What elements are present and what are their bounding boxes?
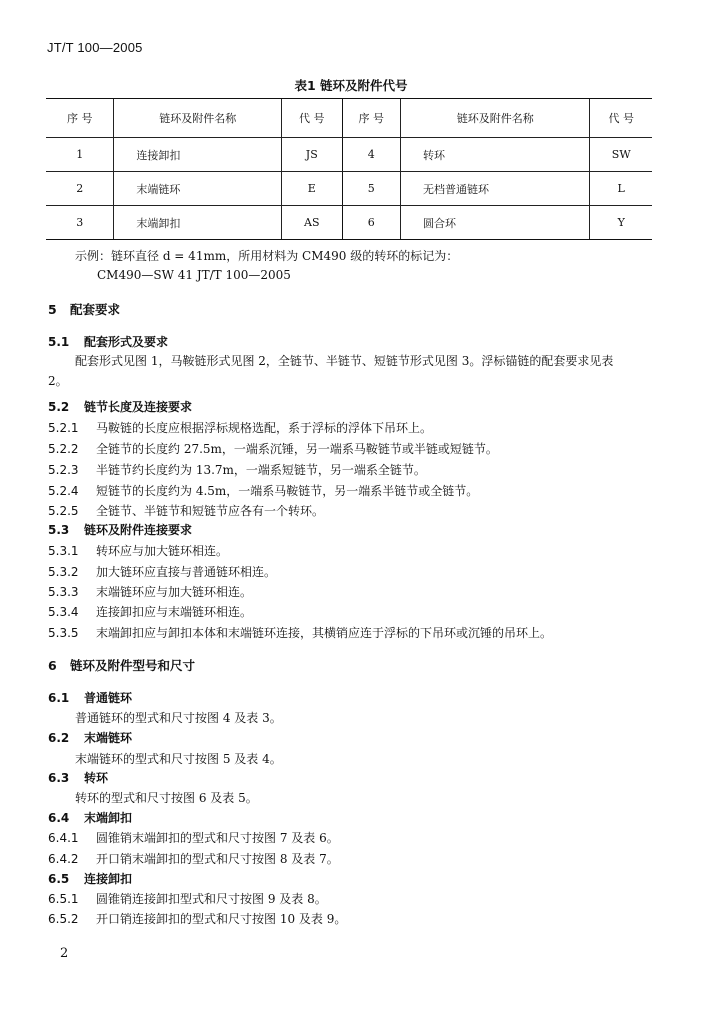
clause-5-3-5: 5.3.5 末端卸扣应与卸扣本体和末端链环连接，其横销应连于浮标的下吊环或沉锤的吊环上。 (48, 626, 553, 640)
table-cell: 4 (342, 138, 401, 172)
table-row (46, 172, 652, 206)
section-5-1-text: 配套形式见图 1，马鞍链形式见图 2，全链节、半链节、短链节形式见图 3。浮标锚链的配套要求见表 (75, 354, 614, 368)
clause-5-2-5: 5.2.5 全链节、半链节和短链节应各有一个转环。 (48, 504, 325, 518)
section-6-2-heading: 6.2 末端链环 (48, 731, 133, 745)
section-6-heading: 6 链环及附件型号和尺寸 (48, 658, 196, 673)
table-row (46, 138, 652, 172)
section-6-2-text: 末端链环的型式和尺寸按图 5 及表 4。 (75, 752, 282, 766)
section-5-heading: 5 配套要求 (48, 302, 121, 317)
header-cell: 链环及附件名称 (114, 99, 282, 138)
example-line-2: CM490—SW 41 JT/T 100—2005 (97, 268, 291, 282)
example-line-1: 示例：链环直径 d = 41mm，所用材料为 CM490 级的转环的标记为： (75, 249, 459, 263)
standard-header: JT/T 100—2005 (47, 40, 143, 55)
clause-6-5-1: 6.5.1 圆锥销连接卸扣型式和尺寸按图 9 及表 8。 (48, 892, 327, 906)
header-cell: 序 号 (46, 99, 114, 138)
section-6-1-heading: 6.1 普通链环 (48, 691, 133, 705)
table-cell: 2 (46, 172, 114, 206)
header-cell: 代 号 (282, 99, 343, 138)
table-cell: 3 (46, 206, 114, 240)
header-cell: 序 号 (342, 99, 401, 138)
clause-6-4-2: 6.4.2 开口销末端卸扣的型式和尺寸按图 8 及表 7。 (48, 852, 339, 866)
clause-5-2-1: 5.2.1 马鞍链的长度应根据浮标规格选配，系于浮标的浮体下吊环上。 (48, 421, 433, 435)
codes-table (46, 98, 652, 240)
table-cell: 转环 (401, 138, 590, 172)
clause-6-5-2: 6.5.2 开口销连接卸扣的型式和尺寸按图 10 及表 9。 (48, 912, 347, 926)
table-cell: 1 (46, 138, 114, 172)
clause-5-3-1: 5.3.1 转环应与加大链环相连。 (48, 544, 229, 558)
table-cell: AS (282, 206, 343, 240)
section-6-1-text: 普通链环的型式和尺寸按图 4 及表 3。 (75, 711, 282, 725)
table-row (46, 206, 652, 240)
table-cell: JS (282, 138, 343, 172)
section-5-1-text-cont: 2。 (48, 374, 68, 388)
section-6-5-heading: 6.5 连接卸扣 (48, 872, 133, 886)
table-cell: 无档普通链环 (401, 172, 590, 206)
table-cell: 末端链环 (114, 172, 282, 206)
table-cell: 连接卸扣 (114, 138, 282, 172)
clause-5-3-3: 5.3.3 末端链环应与加大链环相连。 (48, 585, 253, 599)
table-cell: Y (590, 206, 652, 240)
table-cell: 圆合环 (401, 206, 590, 240)
section-6-3-heading: 6.3 转环 (48, 771, 109, 785)
section-5-2-heading: 5.2 链节长度及连接要求 (48, 400, 193, 414)
table-cell: 末端卸扣 (114, 206, 282, 240)
page-number: 2 (60, 946, 69, 961)
clause-5-2-3: 5.2.3 半链节约长度约为 13.7m，一端系短链节，另一端系全链节。 (48, 463, 426, 477)
header-cell: 链环及附件名称 (401, 99, 590, 138)
clause-5-2-4: 5.2.4 短链节的长度约为 4.5m，一端系马鞍链节，另一端系半链节或全链节。 (48, 484, 479, 498)
table-cell: 6 (342, 206, 401, 240)
section-5-3-heading: 5.3 链环及附件连接要求 (48, 523, 193, 537)
clause-6-4-1: 6.4.1 圆锥销末端卸扣的型式和尺寸按图 7 及表 6。 (48, 831, 339, 845)
header-cell: 代 号 (590, 99, 652, 138)
table-cell: E (282, 172, 343, 206)
table-cell: SW (590, 138, 652, 172)
clause-5-3-4: 5.3.4 连接卸扣应与末端链环相连。 (48, 605, 253, 619)
section-6-4-heading: 6.4 末端卸扣 (48, 811, 133, 825)
table-cell: 5 (342, 172, 401, 206)
table-cell: L (590, 172, 652, 206)
clause-5-3-2: 5.3.2 加大链环应直接与普通链环相连。 (48, 565, 277, 579)
clause-5-2-2: 5.2.2 全链节的长度约 27.5m，一端系沉锤，另一端系马鞍链节或半链或短链节。 (48, 442, 498, 456)
table-header-row (46, 99, 652, 138)
table-caption: 表1 链环及附件代号 (294, 78, 408, 93)
section-6-3-text: 转环的型式和尺寸按图 6 及表 5。 (75, 791, 258, 805)
section-5-1-heading: 5.1 配套形式及要求 (48, 335, 169, 349)
